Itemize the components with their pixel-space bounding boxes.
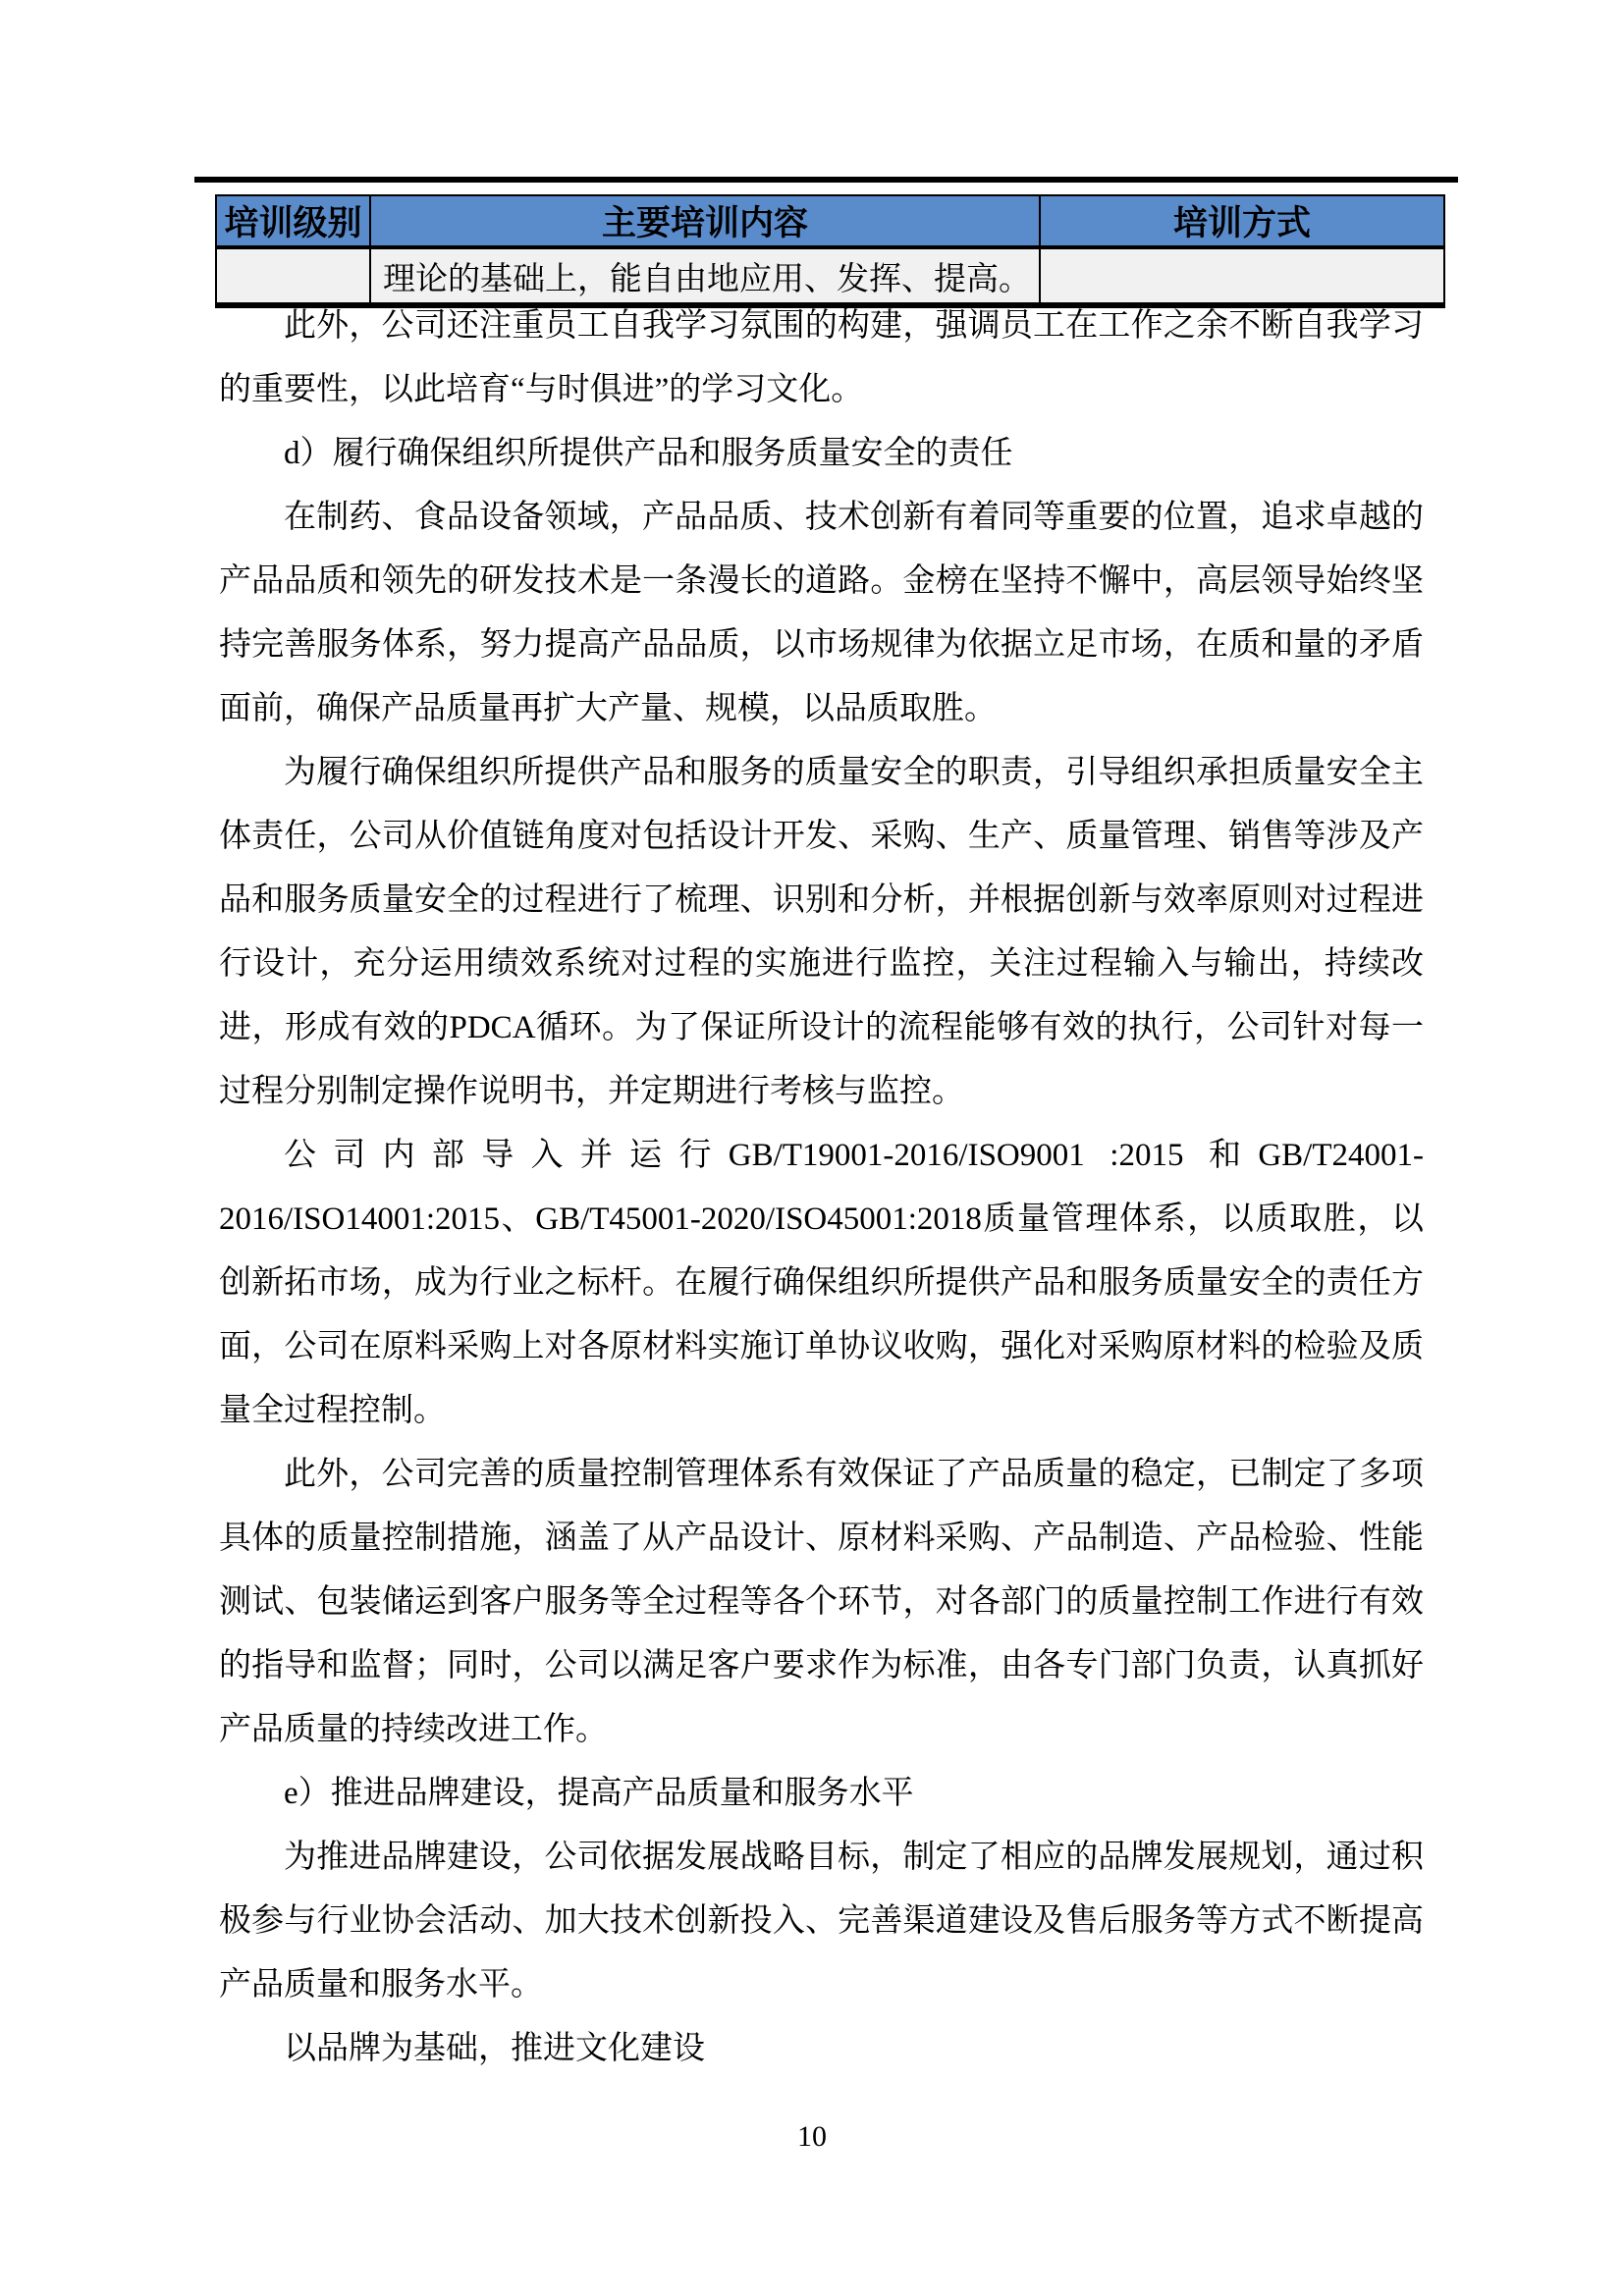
- table-cell-training-content: 理论的基础上，能自由地应用、发挥、提高。: [370, 247, 1040, 305]
- body-paragraph: 在制药、食品设备领域，产品品质、技术创新有着同等重要的位置，追求卓越的产品品质和领先的研发技术是一条漫长的道路。金榜在坚持不懈中，高层领导始终坚持完善服务体系，努力提高产品品质，以市场规律为依据立足市场，在质和量的矛盾面前，确保产品质量再扩大产量、规模，以品质取胜。: [219, 500, 1424, 726]
- document-body: [219, 294, 1424, 2081]
- table-header-training-level: 培训级别: [216, 195, 370, 247]
- section-item-e: e）推进品牌建设，提高产品质量和服务水平: [284, 1776, 914, 1811]
- body-paragraph: 此外，公司还注重员工自我学习氛围的构建，强调员工在工作之余不断自我学习的重要性，以此培育“与时俱进”的学习文化。: [219, 308, 1424, 407]
- table-header-training-method: 培训方式: [1040, 195, 1444, 247]
- body-paragraph: 为推进品牌建设，公司依据发展战略目标，制定了相应的品牌发展规划，通过积极参与行业协会活动、加大技术创新投入、完善渠道建设及售后服务等方式不断提高产品质量和服务水平。: [219, 1840, 1424, 2002]
- body-paragraph: 为履行确保组织所提供产品和服务的质量安全的职责，引导组织承担质量安全主体责任，公司从价值链角度对包括设计开发、采购、生产、质量管理、销售等涉及产品和服务质量安全的过程进行了梳理、识别和分析，并根据创新与效率原则对过程进行设计，充分运用绩效系统对过程的实施进行监控，关注过程输入与输出，持续改进，形成有效的PDCA循环。为了保证所设计的流程能够有效的执行，公司针对每一过程分别制定操作说明书，并定期进行考核与监控。: [219, 755, 1424, 1109]
- body-paragraph: 公司内部导入并运行GB/T19001-2016/ISO9001 :2015 和GB/T24001-2016/ISO14001:2015、GB/T45001-2020/ISO45001:2018质量管理体系，以质取胜，以创新拓市场，成为行业之标杆。在履行确保组织所提供产品和服务质量安全的责任方面，公司在原料采购上对各原材料实施订单协议收购，强化对采购原材料的检验及质量全过程控制。: [219, 1138, 1424, 1428]
- training-table: [215, 194, 1445, 308]
- body-paragraph: 此外，公司完善的质量控制管理体系有效保证了产品质量的稳定，已制定了多项具体的质量控制措施，涵盖了从产品设计、原材料采购、产品制造、产品检验、性能测试、包装储运到客户服务等全过程等各个环节，对各部门的质量控制工作进行有效的指导和监督；同时，公司以满足客户要求作为标准，由各专门部门负责，认真抓好产品质量的持续改进工作。: [219, 1457, 1424, 1747]
- page-number: 10: [797, 2120, 827, 2153]
- table-header-row: [216, 195, 1444, 247]
- table-header-training-content: 主要培训内容: [370, 195, 1040, 247]
- section-item-d: d）履行确保组织所提供产品和服务质量安全的责任: [284, 436, 1013, 471]
- body-paragraph: 以品牌为基础，推进文化建设: [284, 2031, 705, 2066]
- table-continuation-rule: [194, 177, 1458, 183]
